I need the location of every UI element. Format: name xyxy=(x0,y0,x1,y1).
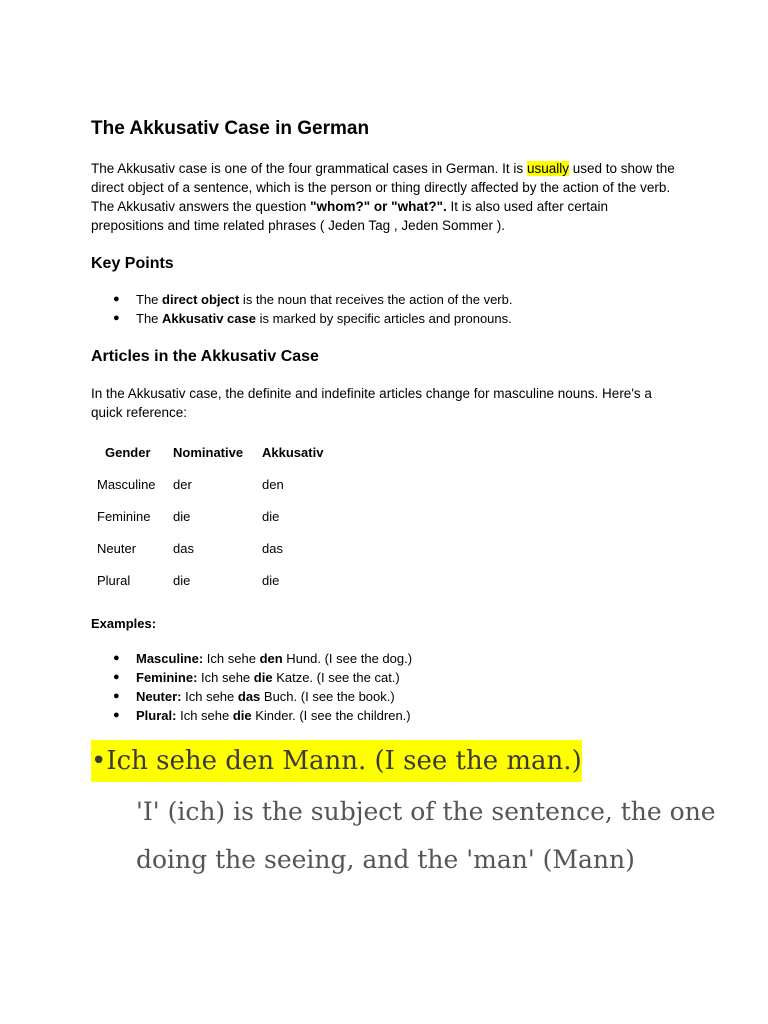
example-text: Kinder. (I see the children.) xyxy=(251,708,411,723)
table-cell: Neuter xyxy=(97,540,137,556)
table-header-row xyxy=(91,436,352,468)
bullet-icon: ● xyxy=(113,671,120,683)
intro-text-3: It is also used after certain prepositions and time related phrases ( Jeden Tag , Jeden Sommer ). xyxy=(91,199,609,233)
example-article: das xyxy=(237,689,261,704)
bullet-icon: ● xyxy=(113,709,120,721)
item-bold: Akkusativ case xyxy=(162,311,256,326)
example-text: Ich sehe xyxy=(181,689,238,704)
examples-list xyxy=(91,649,412,725)
list-item xyxy=(91,668,412,687)
highlighted-example xyxy=(91,740,582,782)
item-text: is marked by specific articles and pronouns. xyxy=(255,311,512,326)
list-item xyxy=(91,687,412,706)
bullet-icon: ● xyxy=(113,293,120,305)
key-points-list xyxy=(91,290,512,328)
highlighted-example-text: Ich sehe den Mann. (I see the man.) xyxy=(106,746,582,776)
bullet-icon: ● xyxy=(113,690,120,702)
example-text: Hund. (I see the dog.) xyxy=(282,651,413,666)
table-row xyxy=(91,468,352,500)
example-article: die xyxy=(253,670,273,685)
articles-heading: Articles in the Akkusativ Case xyxy=(91,348,319,365)
example-text: Ich sehe xyxy=(176,708,233,723)
articles-intro: In the Akkusativ case, the definite and indefinite articles change for masculine nouns. Here's a quick reference: xyxy=(91,386,652,420)
item-text: The xyxy=(136,311,163,326)
item-text: The xyxy=(136,292,163,307)
example-article: den xyxy=(259,651,283,666)
example-text: Ich sehe xyxy=(203,651,260,666)
table-cell: Plural xyxy=(97,572,131,588)
explanation-paragraph: 'I' (ich) is the subject of the sentence, the one doing the seeing, and the 'man' (Mann) xyxy=(136,797,716,874)
table-cell: die xyxy=(262,572,280,588)
highlighted-word: usually xyxy=(526,161,569,176)
list-item xyxy=(91,290,512,309)
example-label: Plural: xyxy=(136,708,177,723)
bullet-icon: ● xyxy=(113,652,120,664)
bullet-icon: ● xyxy=(113,312,120,324)
list-item xyxy=(91,649,412,668)
key-points-heading: Key Points xyxy=(91,255,174,272)
intro-paragraph xyxy=(91,159,681,235)
intro-bold-question: "whom?" or "what?". xyxy=(310,199,447,214)
example-label: Neuter: xyxy=(136,689,182,704)
example-article: die xyxy=(232,708,252,723)
table-row xyxy=(91,564,352,596)
table-cell: den xyxy=(262,476,284,492)
table-header: Akkusativ xyxy=(262,444,324,460)
item-text: is the noun that receives the action of the verb. xyxy=(239,292,513,307)
table-cell: das xyxy=(173,540,194,556)
intro-text-2: used to show the direct object of a sentence, which is the person or thing directly affected by the action of the verb. The Akkusativ answers the question xyxy=(91,161,675,214)
table-row xyxy=(91,500,352,532)
example-text: Buch. (I see the book.) xyxy=(260,689,395,704)
intro-text-1: The Akkusativ case is one of the four grammatical cases in German. It is xyxy=(91,161,527,176)
examples-label: Examples: xyxy=(91,616,157,631)
list-item xyxy=(91,706,412,725)
item-bold: direct object xyxy=(162,292,240,307)
table-cell: Masculine xyxy=(97,476,156,492)
table-cell: Feminine xyxy=(97,508,151,524)
example-text: Katze. (I see the cat.) xyxy=(272,670,400,685)
table-header: Nominative xyxy=(173,444,244,460)
table-cell: die xyxy=(262,508,280,524)
table-cell: das xyxy=(262,540,283,556)
page-title: The Akkusativ Case in German xyxy=(91,118,370,139)
table-cell: die xyxy=(173,508,191,524)
example-text: Ich sehe xyxy=(197,670,254,685)
example-label: Masculine: xyxy=(136,651,204,666)
table-cell: der xyxy=(173,476,192,492)
table-cell: die xyxy=(173,572,191,588)
example-label: Feminine: xyxy=(136,670,198,685)
table-header: Gender xyxy=(105,444,151,460)
articles-table xyxy=(91,436,352,596)
table-row xyxy=(91,532,352,564)
bullet-icon: • xyxy=(91,746,107,776)
list-item xyxy=(91,309,512,328)
